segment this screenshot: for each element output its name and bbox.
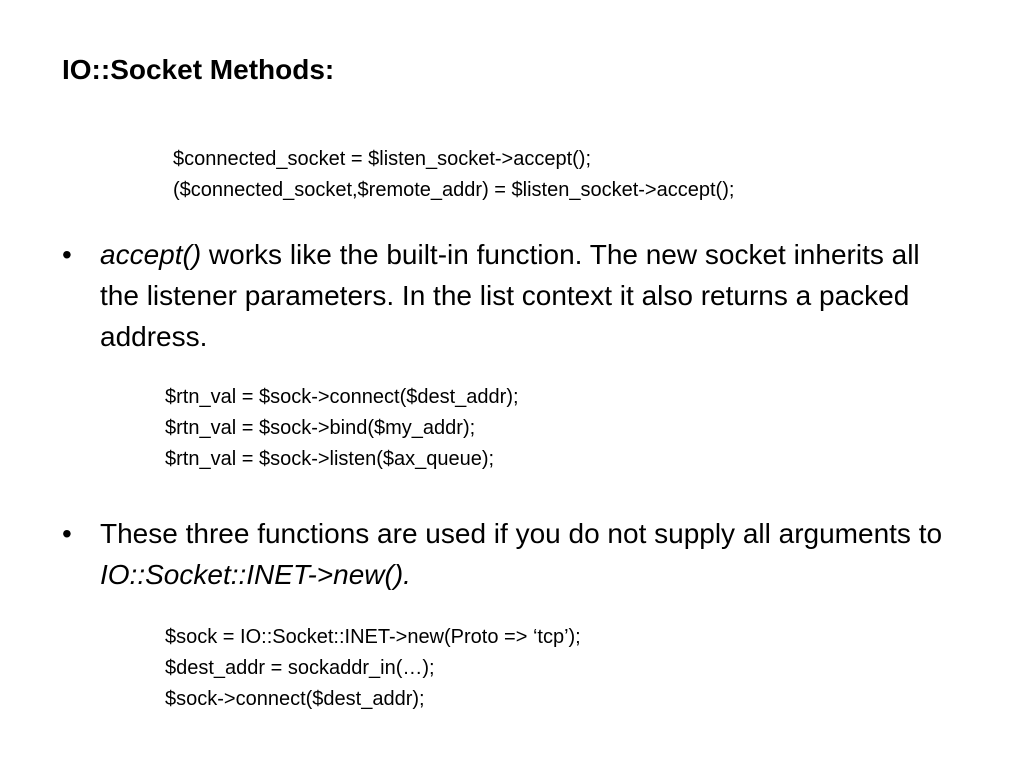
bullet-item-three-functions	[62, 513, 952, 595]
code-line: ($connected_socket,$remote_addr) = $listen_socket->accept();	[173, 179, 735, 201]
bullet-item-accept	[62, 234, 952, 357]
bullet-italic-lead: accept()	[100, 239, 202, 270]
code-line: $rtn_val = $sock->listen($ax_queue);	[165, 448, 495, 470]
bullet-text	[100, 513, 952, 595]
code-block-connect-bind-listen	[165, 382, 519, 475]
code-line: $connected_socket = $listen_socket->accept();	[173, 148, 592, 170]
bullet-text	[100, 234, 952, 357]
bullet-marker: •	[62, 239, 72, 270]
bullet-italic-tail: IO::Socket::INET->new().	[100, 559, 411, 590]
code-block-accept	[173, 144, 734, 206]
bullet-body: These three functions are used if you do not supply all arguments to	[100, 518, 943, 549]
code-block-example	[165, 622, 581, 715]
code-line: $dest_addr = sockaddr_in(…);	[165, 657, 435, 679]
code-line: $sock->connect($dest_addr);	[165, 688, 425, 710]
slide-title: IO::Socket Methods:	[62, 54, 335, 85]
code-line: $rtn_val = $sock->bind($my_addr);	[165, 417, 476, 439]
code-line: $rtn_val = $sock->connect($dest_addr);	[165, 386, 519, 408]
bullet-marker: •	[62, 518, 72, 549]
code-line: $sock = IO::Socket::INET->new(Proto => ‘tcp’);	[165, 626, 581, 648]
bullet-body: works like the built-in function. The new socket inherits all the listener parameters. In the list context it also returns a packed address.	[100, 239, 920, 352]
